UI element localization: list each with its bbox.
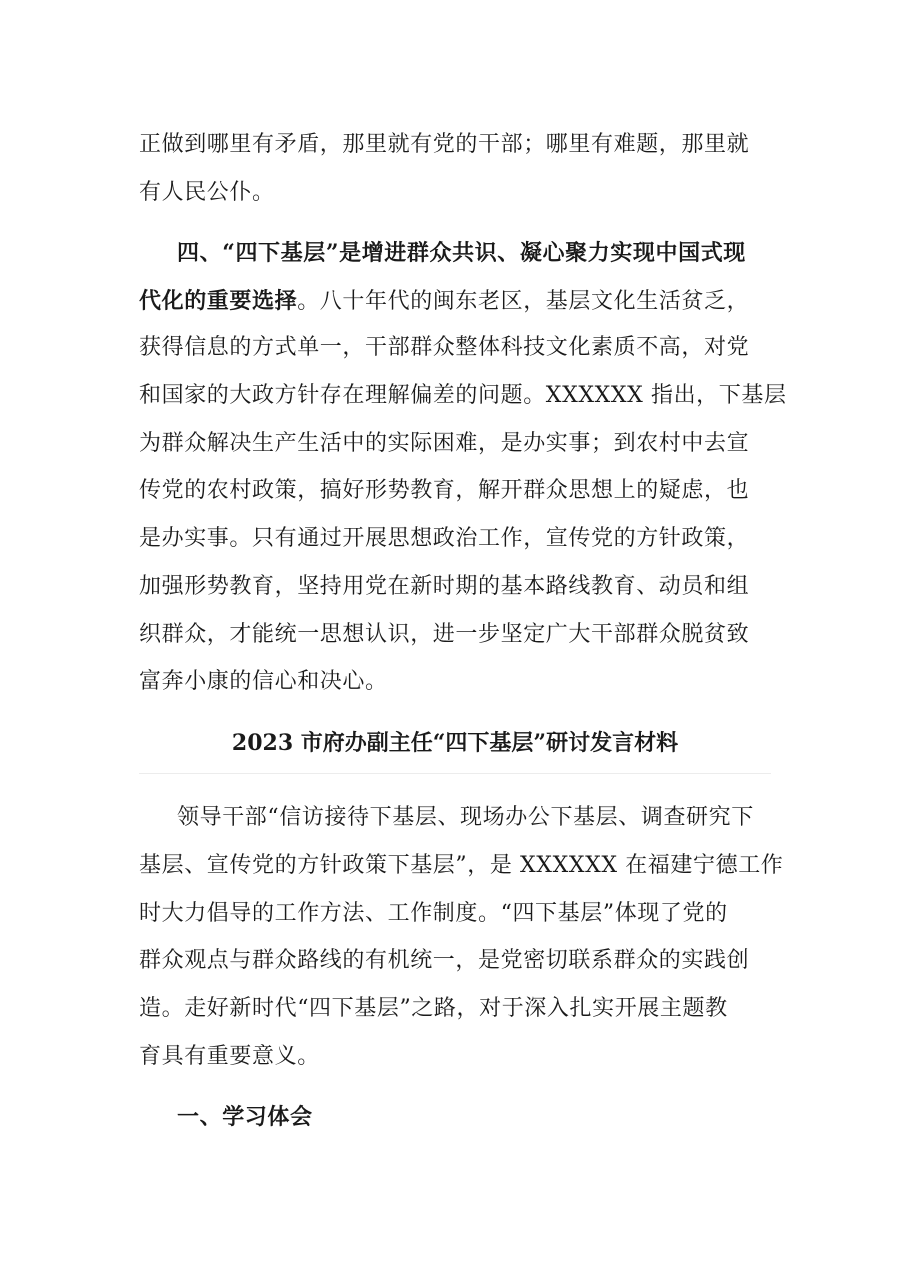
section-four-heading-end: 代化的重要选择 (139, 288, 298, 314)
paragraph-line: 富奔小康的信心和决心。 (139, 669, 388, 694)
paragraph-line: 获得信息的方式单一，干部群众整体科技文化素质不高，对党 (139, 335, 750, 360)
paragraph-line: 基层、宣传党的方针政策下基层”，是 XXXXXX 在福建宁德工作 (139, 853, 784, 878)
paragraph-line (139, 286, 749, 316)
paragraph-line: 育具有重要意义。 (139, 1044, 320, 1069)
paragraph-line: 群众观点与群众路线的有机统一，是党密切联系群众的实践创 (139, 948, 750, 973)
paragraph-line: 领导干部“信访接待下基层、现场办公下基层、调查研究下 (177, 805, 754, 830)
paragraph-line: 时大力倡导的工作方法、工作制度。“四下基层”体现了党的 (139, 901, 728, 926)
paragraph-line: 为群众解决生产生活中的实际困难，是办实事；到农村中去宣 (139, 431, 750, 456)
paragraph-line: 加强形势教育，坚持用党在新时期的基本路线教育、动员和组 (139, 574, 750, 599)
section-four-heading: 四、“四下基层”是增进群众共识、凝心聚力实现中国式现 (177, 240, 746, 266)
paragraph-line: 有人民公仆。 (139, 180, 275, 205)
title-divider (139, 773, 771, 774)
section-one-heading: 一、学习体会 (177, 1104, 313, 1130)
paragraph-line: 织群众，才能统一思想认识，进一步坚定广大干部群众脱贫致 (139, 622, 750, 647)
paragraph-line: 和国家的大政方针存在理解偏差的问题。XXXXXX 指出，下基层 (139, 383, 787, 408)
paragraph-text: 。八十年代的闽东老区，基层文化生活贫乏， (297, 289, 750, 314)
paragraph-line: 造。走好新时代“四下基层”之路，对于深入扎实开展主题教 (139, 996, 728, 1021)
paragraph-line: 正做到哪里有矛盾，那里就有党的干部；哪里有难题，那里就 (139, 132, 750, 157)
article-title: 2023 市府办副主任“四下基层”研讨发言材料 (231, 730, 679, 756)
paragraph-line: 是办实事。只有通过开展思想政治工作，宣传党的方针政策， (139, 526, 750, 551)
paragraph-line: 传党的农村政策，搞好形势教育，解开群众思想上的疑虑，也 (139, 478, 750, 503)
